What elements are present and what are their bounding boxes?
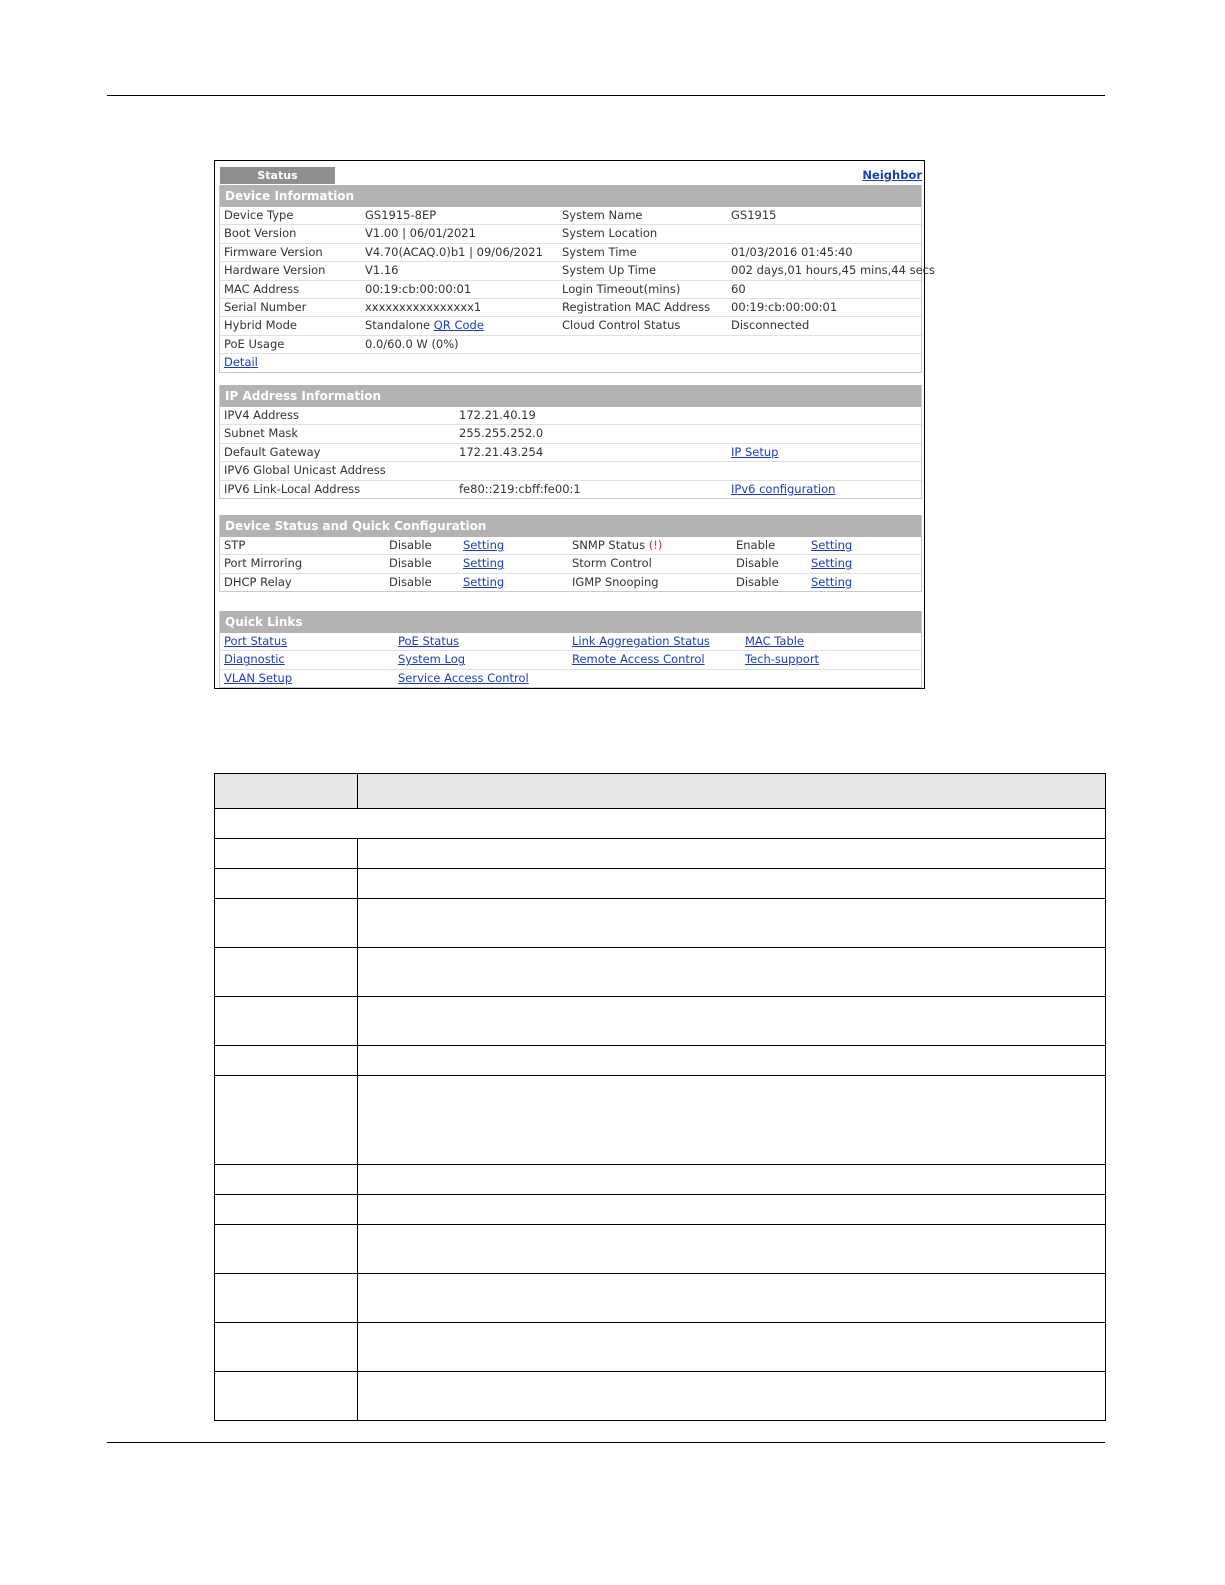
ip-info-row	[220, 444, 921, 462]
table-row	[215, 899, 1106, 948]
section-title: Device Information	[220, 185, 921, 207]
status-value: Disable	[736, 574, 779, 589]
section-title: Quick Links	[220, 611, 921, 633]
setting-link[interactable]: Setting	[463, 556, 505, 571]
detail-link[interactable]: Detail	[224, 355, 258, 370]
device-info-row	[220, 244, 921, 262]
field-value	[365, 244, 543, 261]
feature-label	[572, 555, 652, 572]
quick-link[interactable]: Diagnostic	[224, 652, 285, 667]
feature-label-text: IGMP Snooping	[572, 574, 659, 589]
ip-info-row	[220, 425, 921, 443]
footer-rule	[107, 1442, 1105, 1443]
table-header-cell	[215, 774, 358, 809]
tab-status[interactable]: Status	[220, 167, 335, 184]
field-value: 00:19:cb:00:00:01	[731, 299, 838, 314]
quick-links-row	[220, 651, 921, 669]
field-label: Registration MAC Address	[562, 299, 711, 314]
table-header-row	[215, 774, 1106, 809]
field-label: IPV4 Address	[224, 408, 299, 422]
field-label: Default Gateway	[224, 444, 321, 459]
table-row	[215, 1372, 1106, 1421]
field-value	[365, 281, 471, 298]
quick-config-row	[220, 555, 921, 573]
field-value-text: V1.00 | 06/01/2021	[365, 226, 476, 241]
field-value	[365, 262, 398, 279]
field-description-table	[214, 773, 1106, 1421]
table-row	[215, 869, 1106, 899]
field-value: 60	[731, 281, 746, 296]
field-label: IPV6 Link-Local Address	[224, 481, 361, 496]
setup-link[interactable]: IP Setup	[731, 444, 779, 459]
section-title: Device Status and Quick Configuration	[220, 515, 921, 537]
header-rule	[107, 95, 1105, 96]
field-value	[365, 207, 436, 224]
ip-address-section	[219, 385, 922, 499]
field-value: 002 days,01 hours,45 mins,44 secs	[731, 263, 935, 278]
table-row	[215, 1225, 1106, 1274]
quick-configuration-section	[219, 515, 922, 592]
quick-link[interactable]: Tech-support	[745, 652, 820, 667]
table-row	[215, 1195, 1106, 1225]
neighbor-link[interactable]: Neighbor	[862, 168, 922, 182]
device-information-section	[219, 185, 935, 373]
field-label: Hybrid Mode	[224, 318, 297, 333]
status-value: Disable	[389, 556, 432, 571]
quick-link[interactable]: Link Aggregation Status	[572, 634, 710, 648]
field-value-text: V1.16	[365, 263, 399, 278]
qr-code-link[interactable]: QR Code	[433, 318, 484, 333]
ip-info-row	[220, 462, 921, 480]
field-label: PoE Usage	[224, 336, 285, 351]
field-value-text: xxxxxxxxxxxxxxxx1	[365, 299, 482, 314]
table-row	[215, 809, 1106, 839]
status-value: Enable	[736, 538, 776, 552]
table-row	[215, 1165, 1106, 1195]
device-info-row	[220, 281, 921, 299]
setting-link[interactable]: Setting	[811, 538, 853, 552]
field-label: Boot Version	[224, 226, 297, 241]
table-row	[215, 839, 1106, 869]
device-info-row	[220, 354, 921, 371]
field-label: Cloud Control Status	[562, 318, 681, 333]
table-row	[215, 1046, 1106, 1076]
field-label: Subnet Mask	[224, 426, 299, 441]
ip-info-row	[220, 407, 921, 425]
feature-label-text: SNMP Status	[572, 538, 646, 552]
device-info-row	[220, 207, 921, 225]
setting-link[interactable]: Setting	[811, 574, 853, 589]
feature-label-text: Storm Control	[572, 556, 652, 571]
table-row	[215, 1076, 1106, 1165]
field-label: System Location	[562, 226, 658, 241]
status-value: Disable	[389, 574, 432, 589]
device-info-row	[220, 262, 935, 280]
field-label: MAC Address	[224, 281, 300, 296]
field-label: IPV6 Global Unicast Address	[224, 463, 386, 478]
field-value-text: GS1915-8EP	[365, 208, 437, 222]
section-title: IP Address Information	[220, 385, 921, 407]
quick-links-row	[220, 670, 921, 687]
field-value	[365, 336, 459, 353]
status-screen	[214, 160, 935, 689]
feature-label: DHCP Relay	[224, 574, 292, 589]
field-value: Disconnected	[731, 318, 810, 333]
field-value: fe80::219:cbff:fe00:1	[459, 481, 581, 496]
field-label: System Name	[562, 208, 643, 222]
field-value-text: Standalone	[365, 318, 431, 333]
field-value	[365, 317, 484, 334]
quick-links-section	[219, 611, 922, 688]
field-label: Hardware Version	[224, 263, 326, 278]
field-value	[365, 299, 481, 316]
device-info-row	[220, 336, 921, 354]
table-header-cell	[358, 774, 1106, 809]
field-label: Device Type	[224, 208, 294, 222]
device-info-row	[220, 299, 921, 317]
field-value: 01/03/2016 01:45:40	[731, 244, 853, 259]
device-info-row	[220, 225, 921, 243]
field-value: GS1915	[731, 208, 777, 222]
status-value: Disable	[736, 556, 779, 571]
quick-link[interactable]: PoE Status	[398, 634, 460, 648]
quick-link[interactable]: MAC Table	[745, 634, 805, 648]
field-label: Firmware Version	[224, 244, 323, 259]
feature-label: STP	[224, 538, 246, 552]
quick-config-row	[220, 574, 921, 591]
device-info-row	[220, 317, 921, 335]
field-value: 255.255.252.0	[459, 426, 544, 441]
field-label: System Time	[562, 244, 637, 259]
setting-link[interactable]: Setting	[463, 574, 505, 589]
field-label: Login Timeout(mins)	[562, 281, 681, 296]
quick-link[interactable]: VLAN Setup	[224, 670, 293, 685]
setting-link[interactable]: Setting	[463, 538, 505, 552]
field-value-text: 00:19:cb:00:00:01	[365, 281, 472, 296]
feature-label	[572, 574, 659, 591]
field-value: 172.21.40.19	[459, 408, 536, 422]
field-value	[365, 225, 476, 242]
field-value-text: 0.0/60.0 W (0%)	[365, 336, 459, 351]
feature-label	[572, 537, 662, 554]
status-value: Disable	[389, 538, 432, 552]
quick-link[interactable]: Service Access Control	[398, 670, 529, 685]
table-row	[215, 948, 1106, 997]
quick-link[interactable]: Remote Access Control	[572, 652, 705, 667]
quick-link[interactable]: System Log	[398, 652, 466, 667]
setup-link[interactable]: IPv6 configuration	[731, 481, 836, 496]
table-row	[215, 1323, 1106, 1372]
setting-link[interactable]: Setting	[811, 556, 853, 571]
field-value-text: V4.70(ACAQ.0)b1 | 09/06/2021	[365, 244, 543, 259]
feature-label: Port Mirroring	[224, 556, 303, 571]
field-value: 172.21.43.254	[459, 444, 544, 459]
field-label: Serial Number	[224, 299, 307, 314]
warning-icon: (!)	[648, 538, 663, 552]
table-row	[215, 997, 1106, 1046]
quick-config-row	[220, 537, 921, 555]
ip-info-row	[220, 481, 921, 498]
quick-link[interactable]: Port Status	[224, 634, 288, 648]
quick-links-row	[220, 633, 921, 651]
field-label: System Up Time	[562, 263, 657, 278]
table-row	[215, 1274, 1106, 1323]
